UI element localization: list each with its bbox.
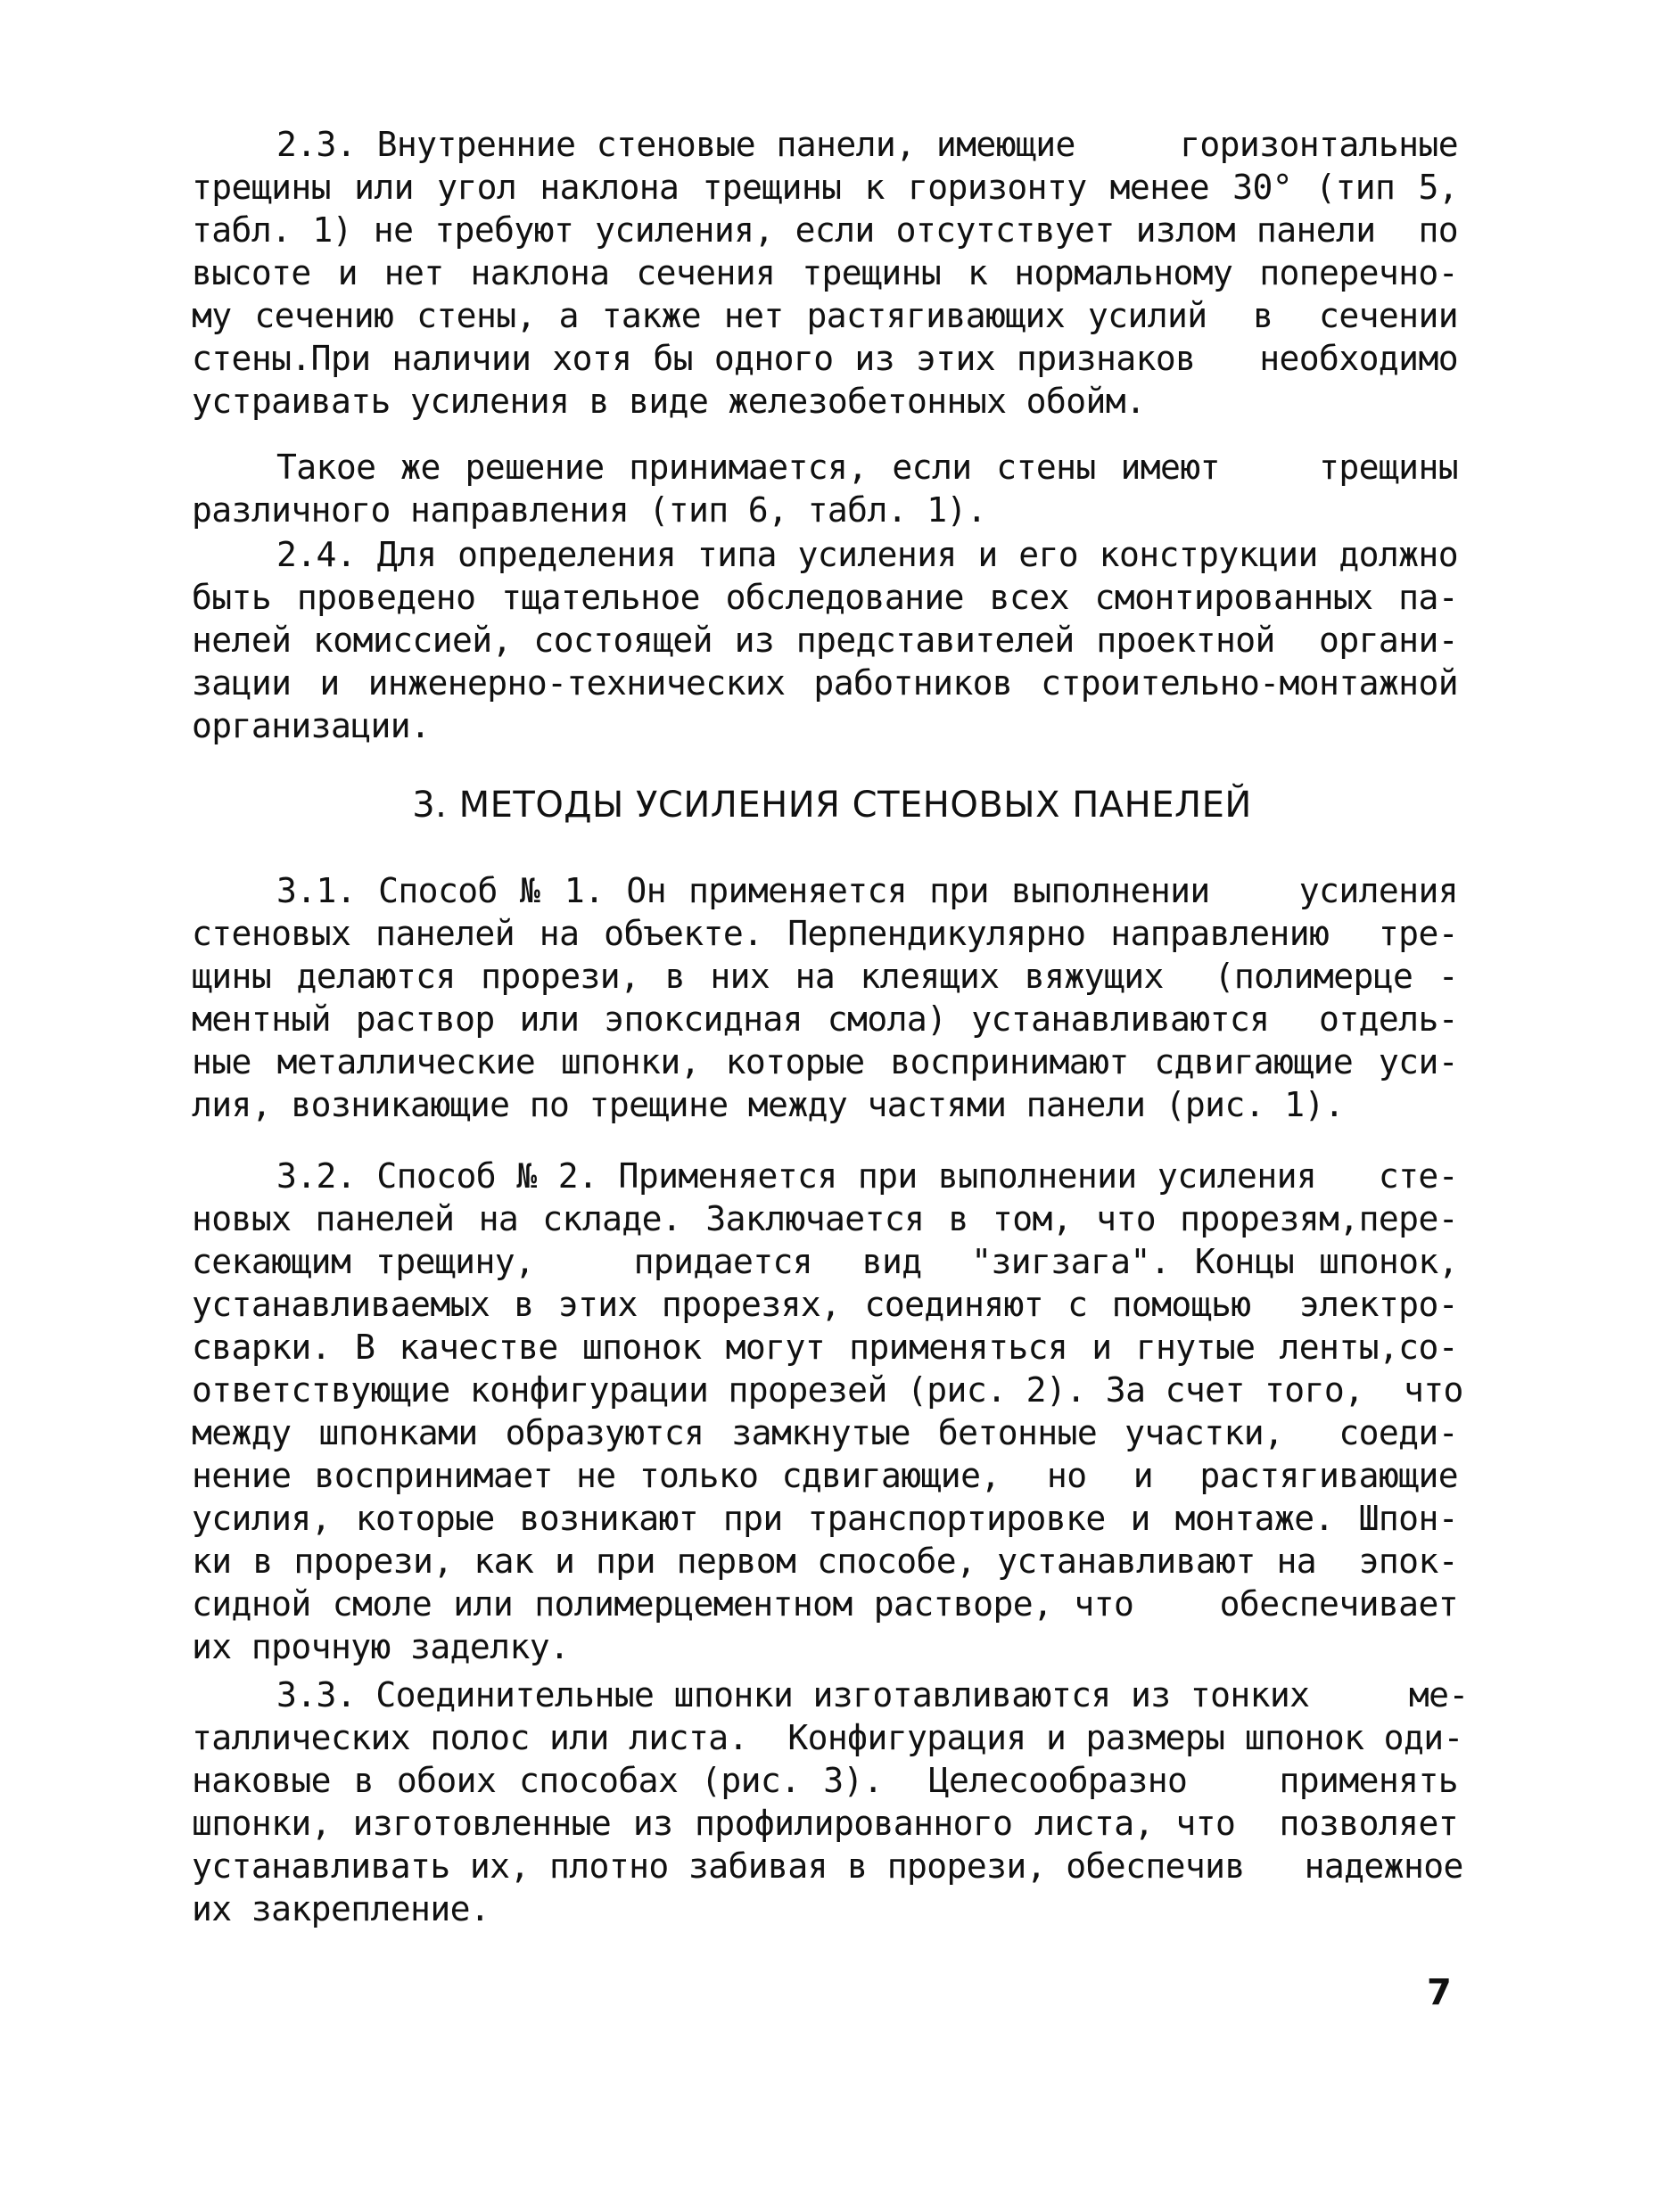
text-line: их закрепление. bbox=[192, 1889, 490, 1928]
text-line: му сечению стены, а также нет растягивающих усилий в сечении bbox=[192, 296, 1458, 335]
text-line: 2.3. Внутренние стеновые панели, имеющие горизонтальные bbox=[276, 125, 1458, 164]
text-line: таллических полос или листа. Конфигурация и размеры шпонок оди- bbox=[192, 1718, 1463, 1757]
paragraph-3-2 bbox=[192, 1155, 1463, 1668]
text-line: табл. 1) не требуют усиления, если отсутствует излом панели по bbox=[192, 210, 1458, 250]
text-line: ответствующие конфигурации прорезей (рис. 2). За счет того, что bbox=[192, 1370, 1463, 1410]
text-line: между шпонками образуются замкнутые бетонные участки, соеди- bbox=[192, 1413, 1458, 1452]
text-line: сидной смоле или полимерцементном растворе, что обеспечивает bbox=[192, 1584, 1458, 1624]
text-line: ментный раствор или эпоксидная смола) устанавливаются отдель- bbox=[192, 999, 1458, 1039]
section-heading: 3. МЕТОДЫ УСИЛЕНИЯ СТЕНОВЫХ ПАНЕЛЕЙ bbox=[412, 785, 1252, 826]
paragraph-2-3 bbox=[192, 123, 1458, 423]
text-line: нелей комиссией, состоящей из представителей проектной органи- bbox=[192, 621, 1458, 660]
text-line: устанавливаемых в этих прорезях, соединяют с помощью электро- bbox=[192, 1285, 1458, 1324]
text-line: щины делаются прорези, в них на клеящих вяжущих (полимерце - bbox=[192, 957, 1458, 996]
page-number: 7 bbox=[1427, 1972, 1452, 2013]
text-line: высоте и нет наклона сечения трещины к нормальному поперечно- bbox=[192, 253, 1458, 292]
text-line: Такое же решение принимается, если стены имеют трещины bbox=[276, 448, 1458, 487]
text-line: сварки. В качестве шпонок могут применяться и гнутые ленты,со- bbox=[192, 1328, 1458, 1367]
text-line: наковые в обоих способах (рис. 3). Целесообразно применять bbox=[192, 1761, 1458, 1800]
text-line: 3.1. Способ № 1. Он применяется при выполнении усиления bbox=[276, 871, 1458, 910]
paragraph-3-1 bbox=[192, 869, 1458, 1126]
text-line: усилия, которые возникают при транспортировке и монтаже. Шпон- bbox=[192, 1499, 1458, 1538]
text-line: нение воспринимает не только сдвигающие, но и растягивающие bbox=[192, 1456, 1458, 1495]
text-line: трещины или угол наклона трещины к горизонту менее 30° (тип 5, bbox=[192, 168, 1458, 207]
text-line: новых панелей на складе. Заключается в том, что прорезям,пере- bbox=[192, 1199, 1458, 1238]
text-line: различного направления (тип 6, табл. 1). bbox=[192, 490, 987, 530]
text-line: 3.3. Соединительные шпонки изготавливаются из тонких ме- bbox=[276, 1675, 1469, 1715]
text-line: ные металлические шпонки, которые воспринимают сдвигающие уси- bbox=[192, 1042, 1458, 1081]
text-line: быть проведено тщательное обследование всех смонтированных па- bbox=[192, 578, 1458, 617]
paragraph-2-4 bbox=[192, 533, 1458, 747]
text-line: секающим трещину, придается вид "зигзага". Концы шпонок, bbox=[192, 1242, 1458, 1281]
text-line: 3.2. Способ № 2. Применяется при выполнении усиления сте- bbox=[276, 1156, 1458, 1196]
text-line: лия, возникающие по трещине между частями панели (рис. 1). bbox=[192, 1085, 1345, 1124]
text-line: организации. bbox=[192, 706, 431, 745]
text-line: шпонки, изготовленные из профилированного листа, что позволяет bbox=[192, 1804, 1458, 1843]
text-line: устраивать усиления в виде железобетонных обойм. bbox=[192, 382, 1146, 421]
text-line: стены.При наличии хотя бы одного из этих признаков необходимо bbox=[192, 339, 1458, 378]
paragraph-same-solution bbox=[192, 446, 1458, 531]
paragraph-3-3 bbox=[192, 1673, 1469, 1930]
text-line: ки в прорези, как и при первом способе, устанавливают на эпок- bbox=[192, 1542, 1458, 1581]
text-line: 2.4. Для определения типа усиления и его конструкции должно bbox=[276, 535, 1458, 574]
text-line: зации и инженерно-технических работников строительно-монтажной bbox=[192, 663, 1458, 703]
text-line: устанавливать их, плотно забивая в прорези, обеспечив надежное bbox=[192, 1846, 1463, 1886]
text-line: их прочную заделку. bbox=[192, 1627, 570, 1666]
text-line: стеновых панелей на объекте. Перпендикулярно направлению тре- bbox=[192, 914, 1458, 953]
